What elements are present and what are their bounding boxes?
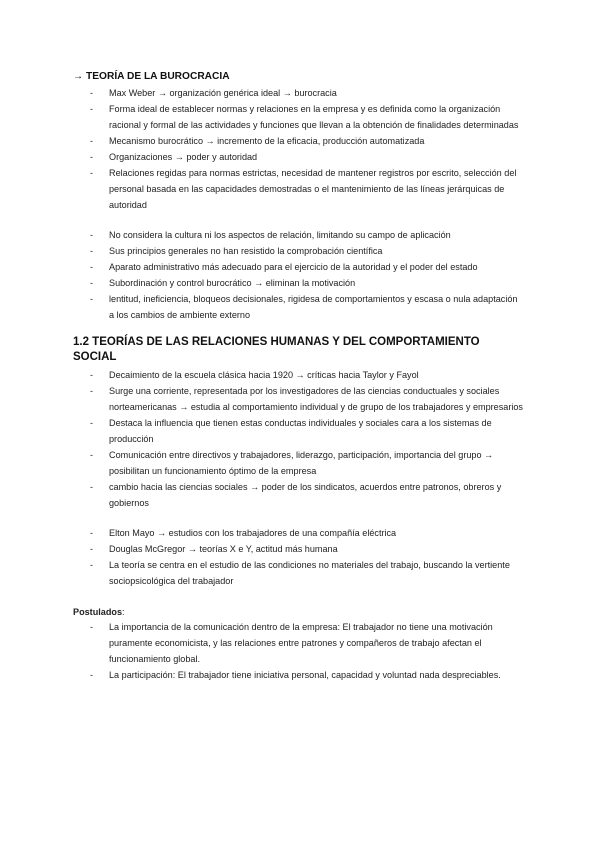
- section-title-relaciones-humanas: 1.2 TEORÍAS DE LAS RELACIONES HUMANAS Y DEL COMPORTAMIENTO SOCIAL: [73, 336, 480, 363]
- relaciones-humanas-list: [73, 367, 523, 511]
- postulados-colon: :: [122, 607, 125, 617]
- list-item: - Organizaciones → poder y autoridad: [73, 149, 523, 165]
- list-item: - Elton Mayo → estudios con los trabajadores de una compañía eléctrica: [73, 525, 523, 541]
- list-item: - Comunicación entre directivos y trabajadores, liderazgo, participación, importancia del grupo → posibilitan un funcionamiento óptimo de la empresa: [73, 447, 523, 479]
- list-item: - lentitud, ineficiencia, bloqueos decisionales, rigidesa de comportamientos y escasa o nula adaptación a los cambios de ambiente externo: [73, 291, 523, 323]
- postulados-heading: [73, 605, 523, 619]
- list-item: - La teoría se centra en el estudio de las condiciones no materiales del trabajo, buscando la vertiente sociopsicológica del trabajador: [73, 557, 523, 589]
- list-item: - Subordinación y control burocrático → eliminan la motivación: [73, 275, 523, 291]
- burocracia-criticism-list: [73, 227, 523, 323]
- list-item: - Decaimiento de la escuela clásica hacia 1920 → críticas hacia Taylor y Fayol: [73, 367, 523, 383]
- list-item: - La participación: El trabajador tiene iniciativa personal, capacidad y voluntad nada despreciables.: [73, 667, 523, 683]
- list-item: - Destaca la influencia que tienen estas conductas individuales y sociales cara a los sistemas de producción: [73, 415, 523, 447]
- document-content: [73, 70, 523, 683]
- postulados-list: [73, 619, 523, 683]
- list-item: - Mecanismo burocrático → incremento de la eficacia, producción automatizada: [73, 133, 523, 149]
- list-item: - La importancia de la comunicación dentro de la empresa: El trabajador no tiene una motivación puramente economicista, y las relaciones entre patrones y compañeros de trabajo afectan el funcionamiento global.: [73, 619, 523, 667]
- list-item: - Surge una corriente, representada por los investigadores de las ciencias conductuales y sociales norteamericanas → estudia al comportamiento individual y de grupo de los trabajadores y empresarios: [73, 383, 523, 415]
- authors-list: [73, 525, 523, 589]
- list-item: - Forma ideal de establecer normas y relaciones en la empresa y es definida como la organización racional y formal de las actividades y funciones que llevan a la obtención de finalidades determinadas: [73, 101, 523, 133]
- list-item: - No considera la cultura ni los aspectos de relación, limitando su campo de aplicación: [73, 227, 523, 243]
- list-item: - Relaciones regidas para normas estrictas, necesidad de mantener registros por escrito, selección del personal basada en las capacidades demostradas o el mantenimiento de las líneas jerárquicas de autoridad: [73, 165, 523, 213]
- list-item: - Aparato administrativo más adecuado para el ejercicio de la autoridad y el poder del estado: [73, 259, 523, 275]
- section-title-burocracia: → TEORÍA DE LA BUROCRACIA: [73, 71, 230, 82]
- list-item: - Douglas McGregor → teorías X e Y, actitud más humana: [73, 541, 523, 557]
- postulados-label: Postulados: [73, 607, 123, 617]
- list-item: - Sus principios generales no han resistido la comprobación científica: [73, 243, 523, 259]
- list-item: - Max Weber → organización genérica ideal → burocracia: [73, 85, 523, 101]
- list-item: - cambio hacia las ciencias sociales → poder de los sindicatos, acuerdos entre patronos, obreros y gobiernos: [73, 479, 523, 511]
- burocracia-features-list: [73, 85, 523, 213]
